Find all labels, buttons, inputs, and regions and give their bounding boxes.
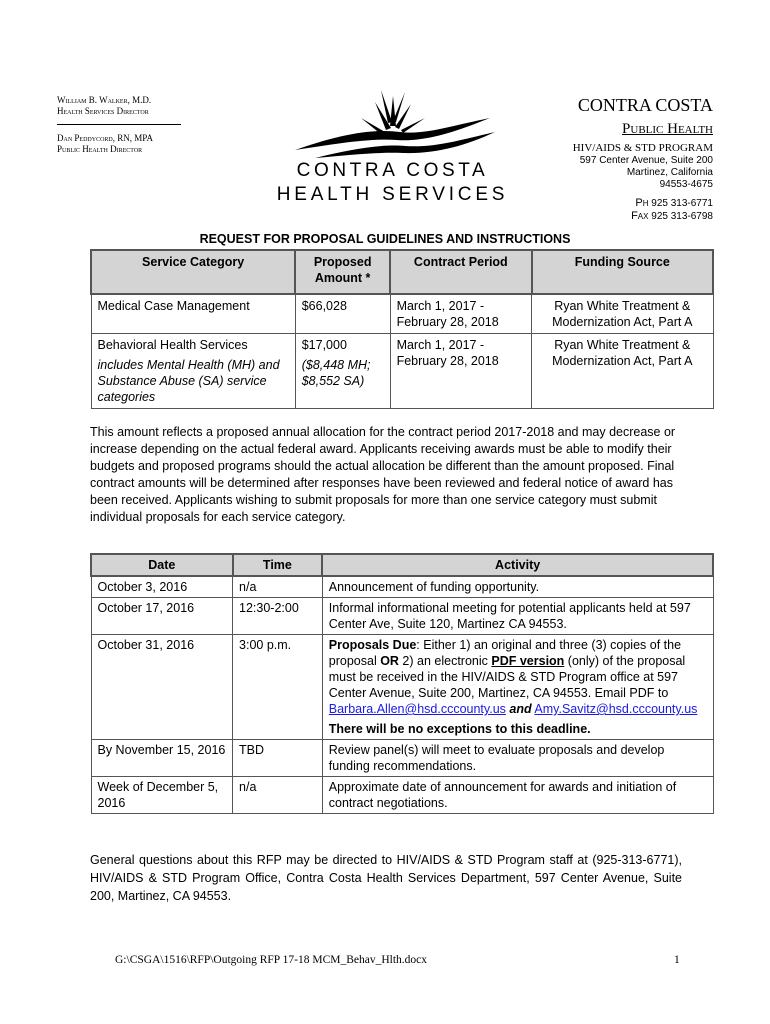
time-cell: TBD <box>233 740 323 777</box>
contract-period <box>390 334 532 409</box>
email-link-amy[interactable]: Amy.Savitz@hsd.cccounty.us <box>534 702 698 716</box>
address-line1: 597 Center Avenue, Suite 200 <box>579 155 713 166</box>
logo-text-line1: CONTRA COSTA <box>296 160 489 181</box>
fax-label: Fax <box>631 210 649 222</box>
category-note: includes Mental Health (MH) and Substance Abuse (SA) service categories <box>97 358 280 404</box>
contract-period <box>390 294 532 334</box>
email-link-barbara[interactable]: Barbara.Allen@hsd.cccounty.us <box>328 702 506 716</box>
and-emphasis: and <box>509 702 532 716</box>
phone-label: Ph <box>635 197 649 209</box>
header-divider <box>57 124 181 125</box>
table-row <box>91 598 713 635</box>
director-title: Health Services Director <box>57 106 149 116</box>
page-number: 1 <box>674 954 680 966</box>
funding-table <box>90 249 714 409</box>
time-cell: 12:30-2:00 <box>233 598 323 635</box>
time-cell: n/a <box>233 576 323 598</box>
text-segment: (only) of the proposal must be received in the HIV/AIDS & STD Program office at 597 Center Avenue, Suite 200, Martinez, CA 94553. Email PDF to <box>328 654 686 700</box>
col-header: Activity <box>322 554 713 576</box>
table-row <box>91 740 713 777</box>
address-line2: Martinez, California <box>626 167 713 178</box>
time-cell: n/a <box>233 777 323 814</box>
header-officials <box>57 95 217 155</box>
org-name: CONTRA COSTA <box>577 95 713 115</box>
funding-source <box>532 334 713 409</box>
service-category <box>91 334 295 409</box>
activity-cell: Announcement of funding opportunity. <box>322 576 713 598</box>
col-header: Proposed Amount * <box>295 250 390 294</box>
proposed-amount: $66,028 <box>295 294 390 334</box>
header-contact <box>473 94 713 223</box>
schedule-table <box>90 553 714 814</box>
proposed-amount <box>295 334 390 409</box>
pdf-version-emphasis: PDF version <box>491 654 565 668</box>
amount-note: ($8,448 MH; $8,552 SA) <box>301 358 371 388</box>
fax-number: 925 313-6798 <box>651 211 713 222</box>
text-segment: 2) an electronic <box>398 654 492 668</box>
allocation-paragraph: This amount reflects a proposed annual allocation for the contract period 2017-2018 and may decrease or increase depending on the actual federal award. Applicants receiving awards must be able to modify their budgets and proposed programs should the actual allocation be different than the amount proposed. Final contract amounts will be determined after responses have been reviewed and federal notice of award has been received. Applicants wishing to submit proposals for more than one service category must submit individual proposals for each service category. <box>90 425 676 524</box>
proposals-due-label: Proposals Due <box>328 638 417 652</box>
date-cell: Week of December 5, 2016 <box>91 777 233 814</box>
logo-text-line2: HEALTH SERVICES <box>276 184 509 205</box>
date-cell: October 3, 2016 <box>91 576 233 598</box>
source-line1: Ryan White Treatment & <box>554 299 691 313</box>
program-name: HIV/AIDS & STD PROGRAM <box>572 142 713 154</box>
period-end: February 28, 2018 <box>396 315 499 329</box>
time-cell: 3:00 p.m. <box>233 635 323 740</box>
date-cell: October 31, 2016 <box>91 635 233 740</box>
source-line1: Ryan White Treatment & <box>554 338 691 352</box>
proposals-due-text <box>329 637 707 717</box>
date-cell: October 17, 2016 <box>91 598 233 635</box>
activity-cell: Informal informational meeting for potential applicants held at 597 Center Ave, Suite 120, Martinez CA 94553. <box>322 598 713 635</box>
col-header: Time <box>233 554 323 576</box>
col-header: Service Category <box>91 250 295 294</box>
schedule-table-header <box>91 554 713 576</box>
dept-name: Public Health <box>622 121 713 137</box>
source-line2: Modernization Act, Part A <box>552 354 693 368</box>
table-row <box>91 294 713 334</box>
period-start: March 1, 2017 - <box>396 299 485 313</box>
amount-value: $17,000 <box>301 338 347 352</box>
period-start: March 1, 2017 - <box>396 338 485 352</box>
phone-number: 925 313-6771 <box>651 198 713 209</box>
funding-table-header <box>91 250 713 294</box>
public-health-director-name: Dan Peddycord, RN, MPA <box>57 133 153 143</box>
activity-cell: Review panel(s) will meet to evaluate proposals and develop funding recommendations. <box>322 740 713 777</box>
period-end: February 28, 2018 <box>396 354 499 368</box>
table-row <box>91 635 713 740</box>
col-header: Contract Period <box>390 250 532 294</box>
footer-file-path: G:\CSGA\1516\RFP\Outgoing RFP 17-18 MCM_Behav_Hlth.docx <box>115 954 428 966</box>
table-row <box>91 576 713 598</box>
public-health-director-title: Public Health Director <box>57 144 143 154</box>
funding-source <box>532 294 713 334</box>
address-zip: 94553-4675 <box>659 179 713 190</box>
activity-cell <box>322 635 713 740</box>
date-cell: By November 15, 2016 <box>91 740 233 777</box>
source-line2: Modernization Act, Part A <box>552 315 693 329</box>
table-row <box>91 334 713 409</box>
table-row <box>91 777 713 814</box>
col-header: Date <box>91 554 233 576</box>
director-name: William B. Walker, M.D. <box>57 95 152 105</box>
document-title: REQUEST FOR PROPOSAL GUIDELINES AND INSTRUCTIONS <box>199 232 571 246</box>
service-category: Medical Case Management <box>91 294 295 334</box>
contact-paragraph: General questions about this RFP may be directed to HIV/AIDS & STD Program staff at (925-313-6771), HIV/AIDS & STD Program Office, Contra Costa Health Services Department, 597 Center Avenue, Suite 200, Martinez, CA 94553. <box>90 853 682 903</box>
col-header: Funding Source <box>532 250 713 294</box>
category-label: Behavioral Health Services <box>97 338 248 352</box>
activity-cell: Approximate date of announcement for awards and initiation of contract negotiations. <box>322 777 713 814</box>
or-emphasis: OR <box>380 654 399 668</box>
text-segment: : Either 1) an original and three (3) copies of the proposal <box>328 638 682 668</box>
deadline-note: There will be no exceptions to this deadline. <box>328 722 591 736</box>
